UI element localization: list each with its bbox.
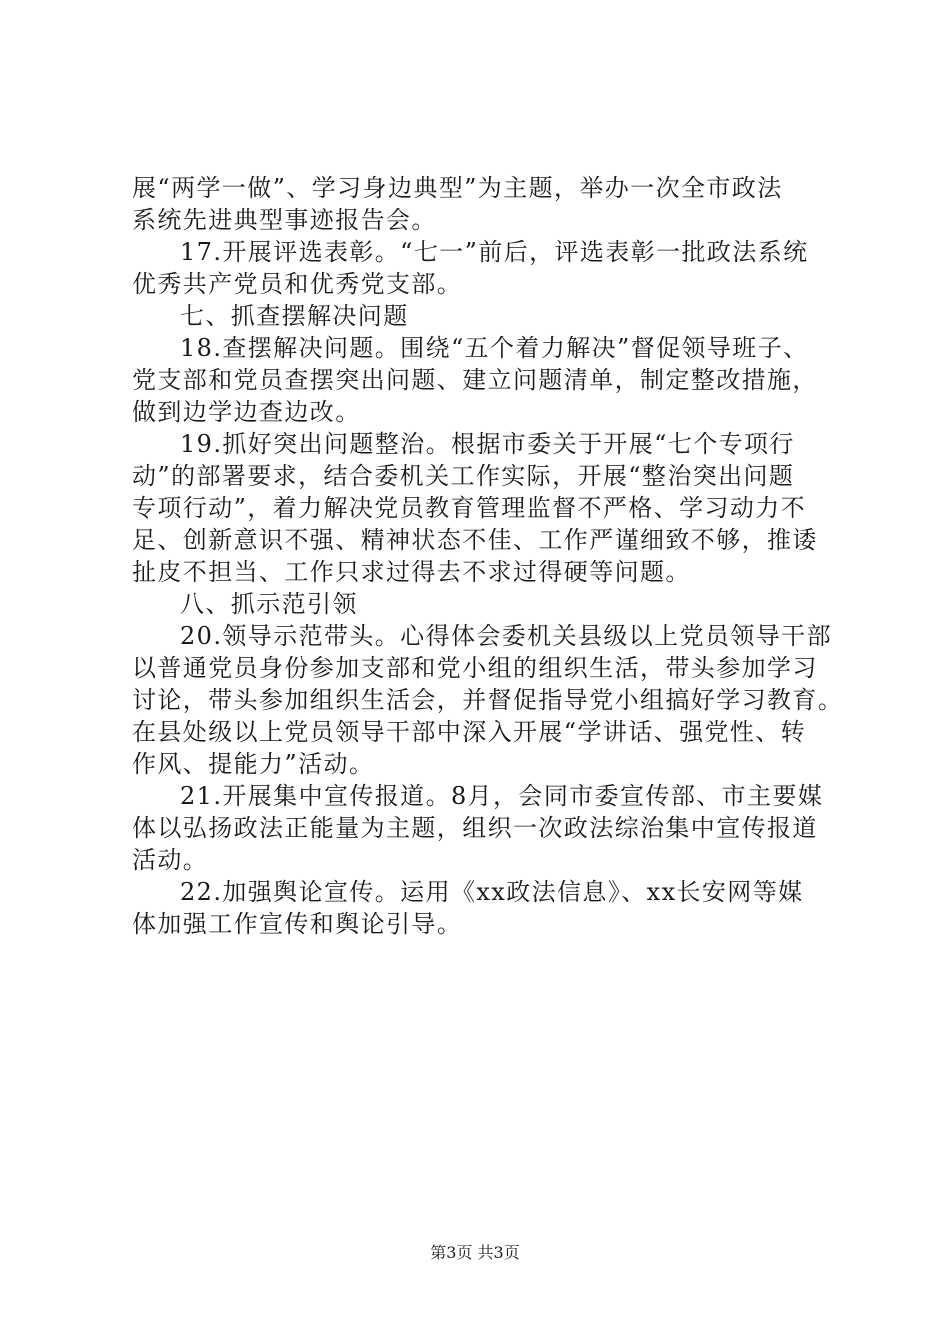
paragraph-item-20: 20.领导示范带头。心得体会委机关县级以上党员领导干部 — [180, 622, 832, 650]
document-body — [132, 172, 844, 940]
text-line: 讨论，带头参加组织生活会，并督促指导党小组搞好学习教育。 — [132, 686, 844, 714]
text-line: 优秀共产党员和优秀党支部。 — [132, 270, 463, 298]
text-line: 足、创新意识不强、精神状态不佳、工作严谨细致不够，推诿 — [132, 526, 818, 554]
paragraph-item-17: 17.开展评选表彰。“七一”前后，评选表彰一批政法系统 — [180, 238, 809, 266]
text-line: 动”的部署要求，结合委机关工作实际，开展“整治突出问题 — [132, 462, 795, 490]
text-line: 体以弘扬政法正能量为主题，组织一次政法综治集中宣传报道 — [132, 814, 818, 842]
section-heading-7: 七、抓查摆解决问题 — [180, 302, 409, 330]
paragraph-item-18: 18.查摆解决问题。围绕“五个着力解决”督促领导班子、 — [180, 334, 809, 362]
text-line: 以普通党员身份参加支部和党小组的组织生活，带头参加学习 — [132, 654, 818, 682]
text-line: 体加强工作宣传和舆论引导。 — [132, 910, 463, 938]
paragraph-item-21: 21.开展集中宣传报道。8月，会同市委宣传部、市主要媒 — [180, 782, 824, 810]
text-line: 系统先进典型事迹报告会。 — [132, 206, 437, 234]
section-heading-8: 八、抓示范引领 — [180, 590, 358, 618]
text-line: 扯皮不担当、工作只求过得去不求过得硬等问题。 — [132, 558, 691, 586]
text-line: 在县处级以上党员领导干部中深入开展“学讲话、强党性、转 — [132, 718, 807, 746]
text-line: 展“两学一做”、学习身边典型”为主题，举办一次全市政法 — [132, 174, 783, 202]
page-number-footer: 第3页 共3页 — [430, 1243, 520, 1262]
text-line: 专项行动”，着力解决党员教育管理监督不严格、学习动力不 — [132, 494, 807, 522]
text-line: 做到边学边查边改。 — [132, 398, 361, 426]
text-line: 作风、提能力”活动。 — [132, 750, 375, 778]
paragraph-item-19: 19.抓好突出问题整治。根据市委关于开展“七个专项行 — [180, 430, 795, 458]
text-line: 党支部和党员查摆突出问题、建立问题清单，制定整改措施， — [132, 366, 818, 394]
text-line: 活动。 — [132, 846, 209, 874]
paragraph-item-22: 22.加强舆论宣传。运用《xx政法信息》、xx长安网等媒 — [180, 878, 804, 906]
